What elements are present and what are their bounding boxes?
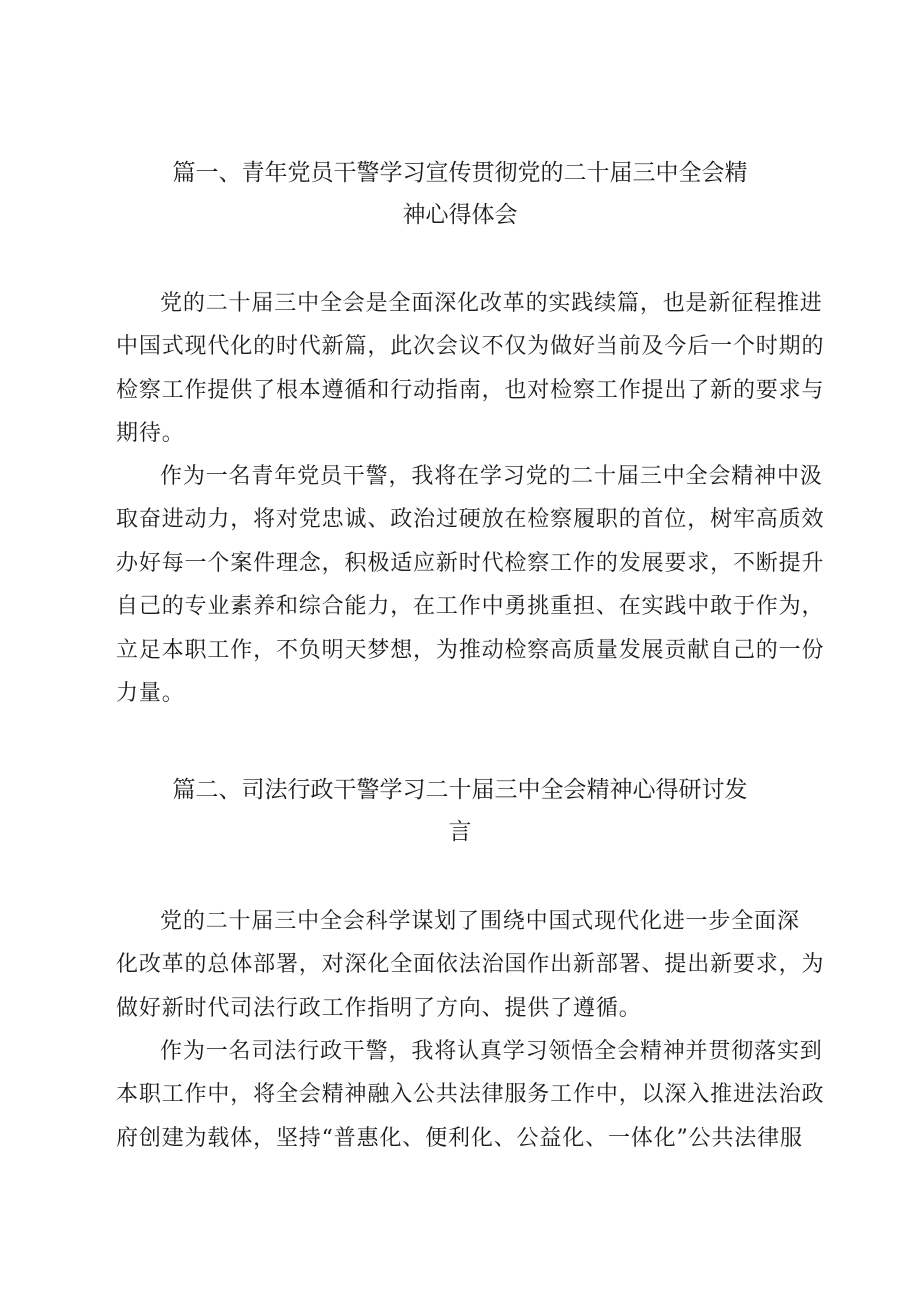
section-2-title-line: 言 xyxy=(448,819,472,845)
text-line: 本职工作中，将全会精神融入公共法律服务工作中，以深入推进法治政 xyxy=(116,1082,825,1108)
text-line: 党的二十届三中全会是全面深化改革的实践续篇，也是新征程推进 xyxy=(160,291,823,316)
text-line: 作为一名青年党员干警，我将在学习党的二十届三中全会精神中汲 xyxy=(160,464,823,489)
section-1-title-line: 神心得体会 xyxy=(402,202,518,228)
section-1-title xyxy=(0,152,920,236)
text-line: 力量。 xyxy=(116,681,185,707)
text-line: 取奋进动力，将对党忠诚、政治过硬放在检察履职的首位，树牢高质效 xyxy=(116,507,825,533)
text-line: 中国式现代化的时代新篇，此次会议不仅为做好当前及今后一个时期的 xyxy=(116,334,825,360)
text-line: 化改革的总体部署，对深化全面依法治国作出新部署、提出新要求，为 xyxy=(116,952,825,978)
text-line: 办好每一个案件理念，积极适应新时代检察工作的发展要求，不断提升 xyxy=(116,550,825,576)
section-2-title xyxy=(0,769,920,853)
text-line: 期待。 xyxy=(116,421,185,447)
text-line: 立足本职工作，不负明天梦想，为推动检察高质量发展贡献自己的一份 xyxy=(116,637,825,663)
text-line: 自己的专业素养和综合能力，在工作中勇挑重担、在实践中敢于作为， xyxy=(116,594,825,620)
section-2-title-line: 篇二、司法行政干警学习二十届三中全会精神心得研讨发 xyxy=(172,777,748,803)
text-line: 党的二十届三中全会科学谋划了围绕中国式现代化进一步全面深 xyxy=(160,909,800,934)
section-1-paragraph-2 xyxy=(116,455,832,715)
section-1-paragraph-1 xyxy=(116,282,832,456)
text-line: 作为一名司法行政干警，我将认真学习领悟全会精神并贯彻落实到 xyxy=(160,1039,823,1064)
section-2-paragraph-1 xyxy=(116,900,832,1030)
section-2-paragraph-2 xyxy=(116,1030,832,1160)
text-line: 检察工作提供了根本遵循和行动指南，也对检察工作提出了新的要求与 xyxy=(116,377,825,403)
text-line: 府创建为载体，坚持“普惠化、便利化、公益化、一体化”公共法律服 xyxy=(116,1125,803,1151)
section-1-title-line: 篇一、青年党员干警学习宣传贯彻党的二十届三中全会精 xyxy=(172,160,748,186)
text-line: 做好新时代司法行政工作指明了方向、提供了遵循。 xyxy=(116,995,642,1021)
